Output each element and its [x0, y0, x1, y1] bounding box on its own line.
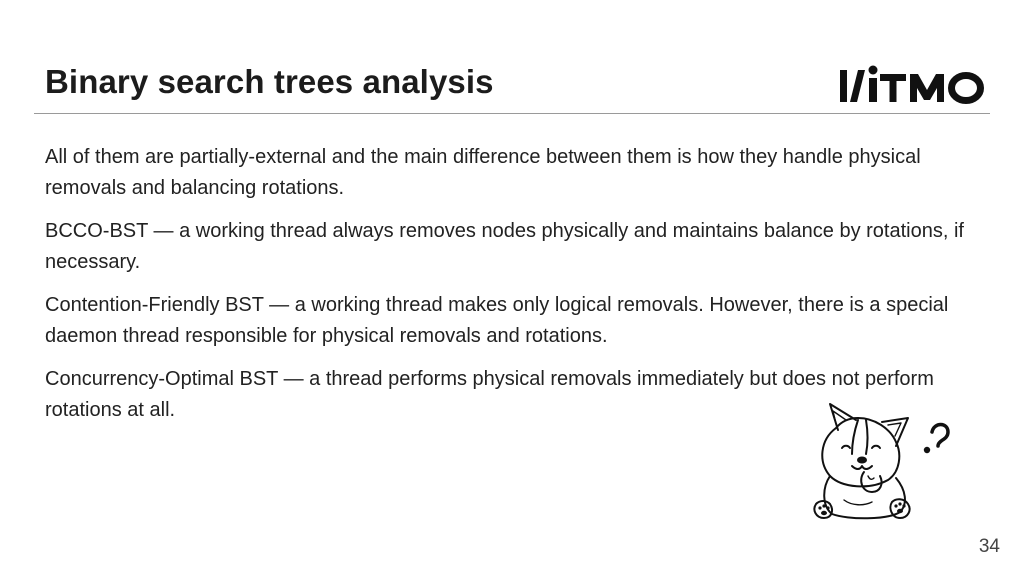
- itmo-logo: [838, 64, 986, 104]
- question-mark-icon: [924, 425, 948, 454]
- slide-title: Binary search trees analysis: [45, 63, 494, 100]
- paragraph-bcco-bst: BCCO-BST — a working thread always removes nodes physically and maintains balance by rotations, if necessary.: [45, 220, 964, 273]
- paragraph-intro: All of them are partially-external and the main difference between them is how they handle physical removals and balancing rotations.: [45, 146, 921, 199]
- paragraph-concurrency-optimal-bst: Concurrency-Optimal BST — a thread performs physical removals immediately but does not perform rotations at all.: [45, 368, 934, 421]
- slide-body: [45, 142, 985, 438]
- page-number: 34: [978, 536, 1000, 557]
- paragraph-contention-friendly-bst: Contention-Friendly BST — a working thread makes only logical removals. However, there is a special daemon thread responsible for physical removals and rotations.: [45, 294, 949, 347]
- title-divider: [34, 113, 990, 114]
- confused-corgi-illustration: [808, 400, 953, 522]
